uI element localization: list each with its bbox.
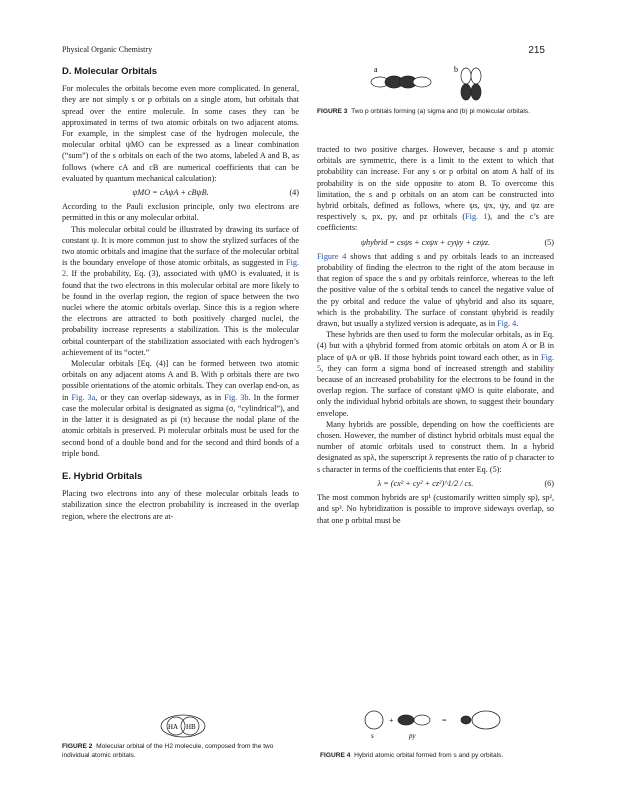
- label-py: py: [409, 732, 416, 740]
- paragraph: For molecules the orbitals become even more complicated. In general, they are not simply s or p orbitals on a single atom, but orbitals that spread over the entire molecule. In some cases they can be approximated in terms of two atomic orbitals on two adjacent atoms. For example, in the simplest case of the hydrogen molecule, the molecular orbital ψMO can be expressed as a linear combination (“sum”) of the s orbitals on each of the two atoms, labeled A and B, as follows (where cA and cB are numerical coefficients that can be evaluated by quantum mechanical calculation):: [62, 84, 299, 183]
- caption-label: FIGURE 3: [317, 108, 348, 115]
- left-column: [62, 66, 299, 522]
- label-hb: HB: [186, 723, 196, 731]
- hybrid-orbital-icon: [461, 711, 500, 729]
- paragraph: [317, 329, 554, 419]
- text-run: . If the probability, Eq. (3), associated with ψMO is evaluated, it is found that the two electrons in this molecular orbital are more likely to be found in the overlap region, the region of space between the two nuclei where the atomic orbitals overlap. Since this is a region where the electrons are attracted to both positively charged nuclei, the probability increase represents a stabilization. This is the molecular orbital counterpart of the stabilization associated with each hydrogen’s achievement of its “octet.”: [62, 269, 299, 357]
- figure-3: [368, 64, 498, 102]
- figure-3-label-b: b: [454, 65, 458, 74]
- paragraph: Placing two electrons into any of these molecular orbitals leads to stabilization since the electron probability is increased in the overlap region, where the electrons are at-: [62, 489, 299, 521]
- figure-link[interactable]: Fig. 4: [497, 319, 517, 329]
- text-run: .: [516, 319, 519, 329]
- label-ha: HA: [168, 723, 179, 731]
- equation-number: (5): [544, 237, 554, 247]
- figure-link[interactable]: Fig. 2: [62, 258, 300, 279]
- equation-5: [317, 237, 554, 248]
- text-run: tracted to two positive charges. However, because s and p atomic orbitals are symmetric, there is a limit to the extent to which that probability can increase. For any s or p orbital on atom A half of its probability is on the side opposite to atom B. To overcome this limitation, the s and p orbitals on an atom can be constructed into hybrid orbitals, defined as follows, where ψs, ψx, ψy, and ψz are respectively s, px, py, and pz orbitals (: [317, 145, 554, 222]
- figure-2-caption: [62, 743, 299, 760]
- text-run: This molecular orbital could be illustrated by drawing its surface of constant ψ. It is more common just to show the stylized surfaces of the two atomic orbitals and imagine that the surface of the molecular orbital is the boundary envelope of those atomic orbitals, as suggested in: [62, 224, 299, 268]
- text-run: , or they can overlap sideways, as in: [95, 392, 222, 402]
- paragraph: Many hybrids are possible, depending on how the coefficients are chosen. However, the number of distinct hybrid orbitals must equal the number of atomic orbitals used to construct them. In a hybrid designated as spλ, the superscript λ represents the ratio of p character to s character in terms of the coefficients that enter Eq. (5):: [317, 419, 554, 474]
- paragraph: The most common hybrids are sp¹ (customarily written simply sp), sp², and sp³. No hybridization is possible to improve sideways overlap, so that one p orbital must be: [317, 493, 554, 525]
- section-title-hybrid-orbitals: E. Hybrid Orbitals: [62, 470, 143, 482]
- right-column: [317, 144, 554, 526]
- figure-link[interactable]: Fig. 1: [465, 212, 488, 222]
- figure-link[interactable]: Figure 4: [317, 251, 347, 261]
- equation-body: ψMO = cAψA + cBψB.: [132, 188, 209, 198]
- figure-4: [360, 706, 520, 742]
- figure-4-caption: [320, 752, 557, 761]
- equation-body: ψhybrid = csψs + cxψx + cyψy + czψz.: [360, 237, 491, 247]
- equation-body: λ = (cx² + cy² + cz²)^1/2 / cs.: [377, 478, 474, 488]
- text-run: Molecular orbitals [Eq. (4)] can be formed between two atomic orbitals on any adjacent atoms A and B. With p orbitals there are two possible orientations of the atomic orbitals. They can overlap end-on, as in: [62, 359, 299, 402]
- p-orbital-overlap-diagram: [368, 64, 498, 102]
- text-run: shows that adding s and py orbitals leads to an increased probability of finding the electron to the right of the atom because in that region of space the s and py orbitals reinforce, whereas to the left the positive value of the s orbital tends to cancel the negative value of the py orbital and reduce the value of ψhybrid and also its square, which is the probability. The surface of constant ψhybrid is readily drawn, but usually a stylized version is adequate, as in: [317, 251, 554, 329]
- equation-6: [317, 478, 554, 489]
- text-run: , they can form a sigma bond of increased strength and stability because of an increased probability for the electrons to be found in the overlap region. The surface of constant ψMO is quite elaborate, and only the individual hybrid orbitals are shown, to suggest their boundary envelope.: [317, 363, 554, 418]
- caption-text: Two p orbitals forming (a) sigma and (b) pi molecular orbitals.: [351, 108, 530, 115]
- figure-link[interactable]: Fig. 3b: [224, 392, 249, 402]
- figure-3-label-a: a: [374, 65, 378, 74]
- figure-link[interactable]: Fig. 5: [317, 352, 554, 373]
- figure-link[interactable]: Fig. 3a: [71, 392, 96, 402]
- paragraph: [62, 224, 299, 358]
- paragraph: [317, 251, 554, 329]
- figure-2: [158, 712, 208, 740]
- paragraph: According to the Pauli exclusion principle, only two electrons are permitted in this or any molecular orbital.: [62, 202, 299, 223]
- text-run: ), and the c’s are coefficients:: [317, 212, 554, 233]
- paragraph: [317, 144, 554, 234]
- equals-sign: =: [442, 716, 447, 725]
- caption-label: FIGURE 2: [62, 743, 93, 750]
- plus-sign: +: [389, 716, 394, 725]
- py-orbital-icon: [398, 715, 430, 725]
- label-s: s: [371, 732, 374, 740]
- pi-orbital-icon: [461, 68, 481, 100]
- text-run: . In the former case the molecular orbital is designated as sigma (σ, “cylindrical”), and in the latter it is designated as pi (π) because the nodal plane of the atomic orbitals is preserved. Pi molecular orbitals must be used for the second bond of a double bond and for the second and third bonds of a triple bond.: [62, 392, 299, 458]
- page-number: 215: [528, 45, 545, 56]
- paragraph: [62, 358, 299, 459]
- journal-title: Physical Organic Chemistry: [62, 45, 153, 54]
- caption-text: Molecular orbital of the H2 molecule, composed from the two individual atomic orbitals.: [62, 743, 274, 759]
- section-title-molecular-orbitals: D. Molecular Orbitals: [62, 66, 158, 77]
- caption-text: Hybrid atomic orbital formed from s and py orbitals.: [354, 752, 504, 759]
- equation-4: [62, 187, 299, 198]
- figure-3-caption: [317, 108, 554, 117]
- sigma-orbital-icon: [371, 76, 431, 88]
- equation-number: (6): [544, 478, 554, 488]
- caption-label: FIGURE 4: [320, 752, 351, 759]
- h2-molecular-orbital-icon: [158, 712, 208, 740]
- hybrid-orbital-diagram: [360, 706, 520, 742]
- equation-number: (4): [289, 188, 299, 198]
- text-run: These hybrids are then used to form the molecular orbitals, as in Eq. (4) but with a ψhybrid formed from atomic orbitals on atom A or B in place of ψA or ψB. If those hybrids point toward each other, as in: [317, 330, 554, 362]
- s-orbital-icon: [365, 711, 383, 729]
